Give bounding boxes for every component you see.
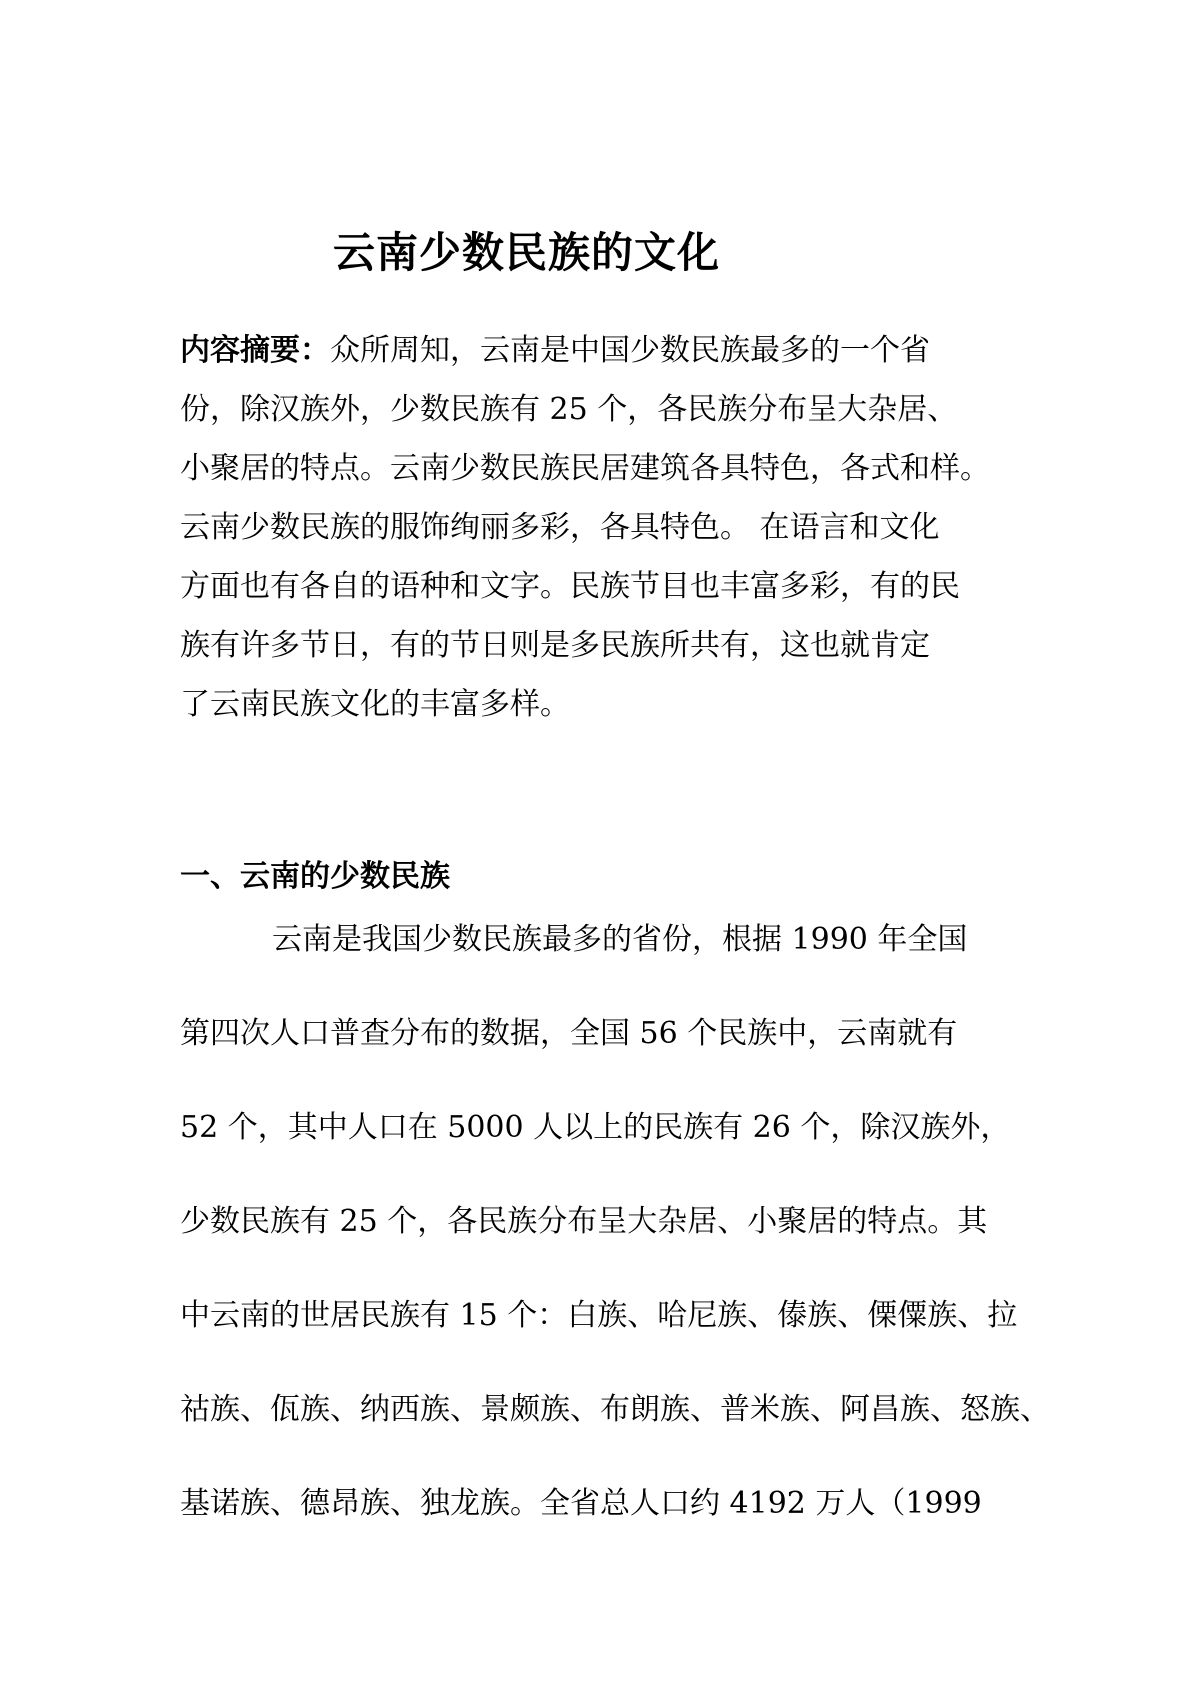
abstract-text: 众所周知，云南是中国少数民族最多的一个省 [330,333,930,368]
body-line-3: 52 个，其中人口在 5000 人以上的民族有 26 个，除汉族外， [180,1110,1011,1145]
abstract-label: 内容摘要： [180,333,330,368]
body-line-6: 祜族、佤族、纳西族、景颇族、布朗族、普米族、阿昌族、怒族、 [180,1392,1050,1427]
abstract-line-3: 小聚居的特点。云南少数民族民居建筑各具特色，各式和样。 [180,451,990,486]
abstract-line-5: 方面也有各自的语种和文字。民族节目也丰富多彩，有的民 [180,569,960,604]
abstract-line-4: 云南少数民族的服饰绚丽多彩，各具特色。 在语言和文化 [180,510,940,545]
body-line-2: 第四次人口普查分布的数据，全国 56 个民族中，云南就有 [180,1016,958,1051]
abstract-line-2: 份，除汉族外，少数民族有 25 个，各民族分布呈大杂居、 [180,392,958,427]
body-line-5: 中云南的世居民族有 15 个：白族、哈尼族、傣族、傈僳族、拉 [180,1298,1018,1333]
abstract-line-6: 族有许多节日，有的节日则是多民族所共有，这也就肯定 [180,628,930,663]
body-line-1: 云南是我国少数民族最多的省份，根据 1990 年全国 [272,922,968,957]
body-line-7: 基诺族、德昂族、独龙族。全省总人口约 4192 万人（1999 [180,1486,982,1521]
abstract-line-7: 了云南民族文化的丰富多样。 [180,687,570,722]
abstract-line-1 [180,331,930,371]
document-title: 云南少数民族的文化 [333,228,721,277]
body-line-4: 少数民族有 25 个，各民族分布呈大杂居、小聚居的特点。其 [180,1204,988,1239]
section-heading: 一、云南的少数民族 [180,859,450,894]
